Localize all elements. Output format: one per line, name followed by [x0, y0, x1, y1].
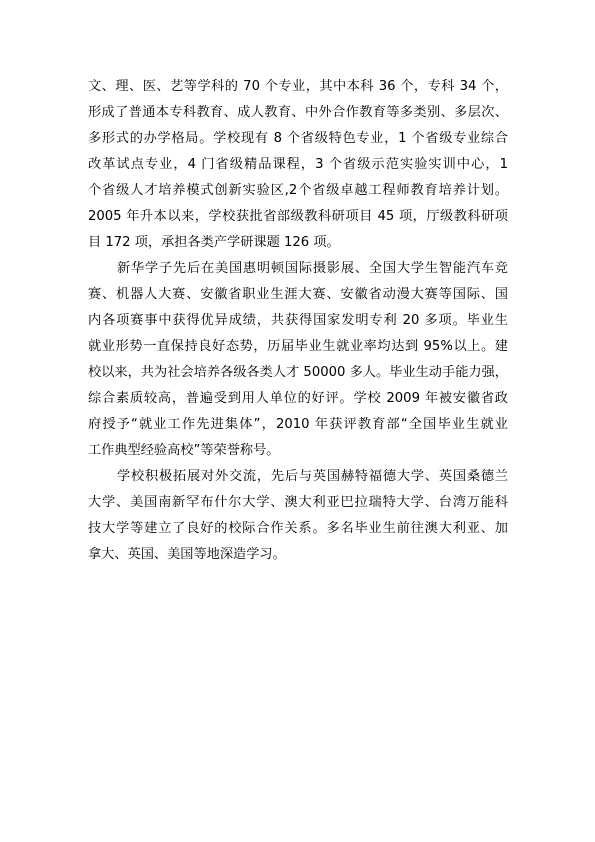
text-line: 大学、美国南新罕布什尔大学、澳大利亚巴拉瑞特大学、台湾万能科 [88, 495, 508, 510]
text-line: 新华学子先后在美国惠明顿国际摄影展、全国大学生智能汽车竞 [117, 261, 508, 276]
text-line: 目 172 项，承担各类产学研课题 126 项。 [88, 235, 340, 250]
text-line: 文、理、医、艺等学科的 70 个专业，其中本科 36 个，专科 34 个， [88, 79, 508, 94]
text-line: 形成了普通本专科教育、成人教育、中外合作教育等多类别、多层次、 [88, 105, 508, 120]
text-line: 技大学等建立了良好的校际合作关系。多名毕业生前往澳大利亚、加 [88, 521, 508, 536]
text-line: 内各项赛事中获得优异成绩，共获得国家发明专利 20 多项。毕业生 [88, 313, 508, 328]
text-line: 拿大、英国、美国等地深造学习。 [88, 547, 286, 562]
paragraph-1 [88, 74, 508, 256]
document-body [88, 74, 508, 568]
text-line: 学校积极拓展对外交流，先后与英国赫特福德大学、英国桑德兰 [117, 469, 508, 484]
text-line: 个省级人才培养模式创新实验区,2个省级卓越工程师教育培养计划。 [88, 183, 508, 198]
text-line: 赛、机器人大赛、安徽省职业生涯大赛、安徽省动漫大赛等国际、国 [88, 287, 508, 302]
text-line: 改革试点专业，4 门省级精品课程，3 个省级示范实验实训中心，1 [88, 157, 508, 172]
text-line: 多形式的办学格局。学校现有 8 个省级特色专业，1 个省级专业综合 [88, 131, 508, 146]
text-line: 就业形势一直保持良好态势，历届毕业生就业率均达到 95%以上。建 [88, 339, 508, 354]
text-line: 综合素质较高，普遍受到用人单位的好评。学校 2009 年被安徽省政 [88, 391, 508, 406]
paragraph-3 [88, 464, 508, 568]
text-line: 校以来，共为社会培养各级各类人才 50000 多人。毕业生动手能力强， [88, 365, 508, 380]
text-line: 2005 年升本以来，学校获批省部级教科研项目 45 项，厅级教科研项 [88, 209, 508, 224]
text-line: 工作典型经验高校”等荣誉称号。 [88, 443, 280, 458]
paragraph-2 [88, 256, 508, 464]
text-line: 府授予“就业工作先进集体”，2010 年获评教育部“全国毕业生就业 [88, 417, 508, 432]
